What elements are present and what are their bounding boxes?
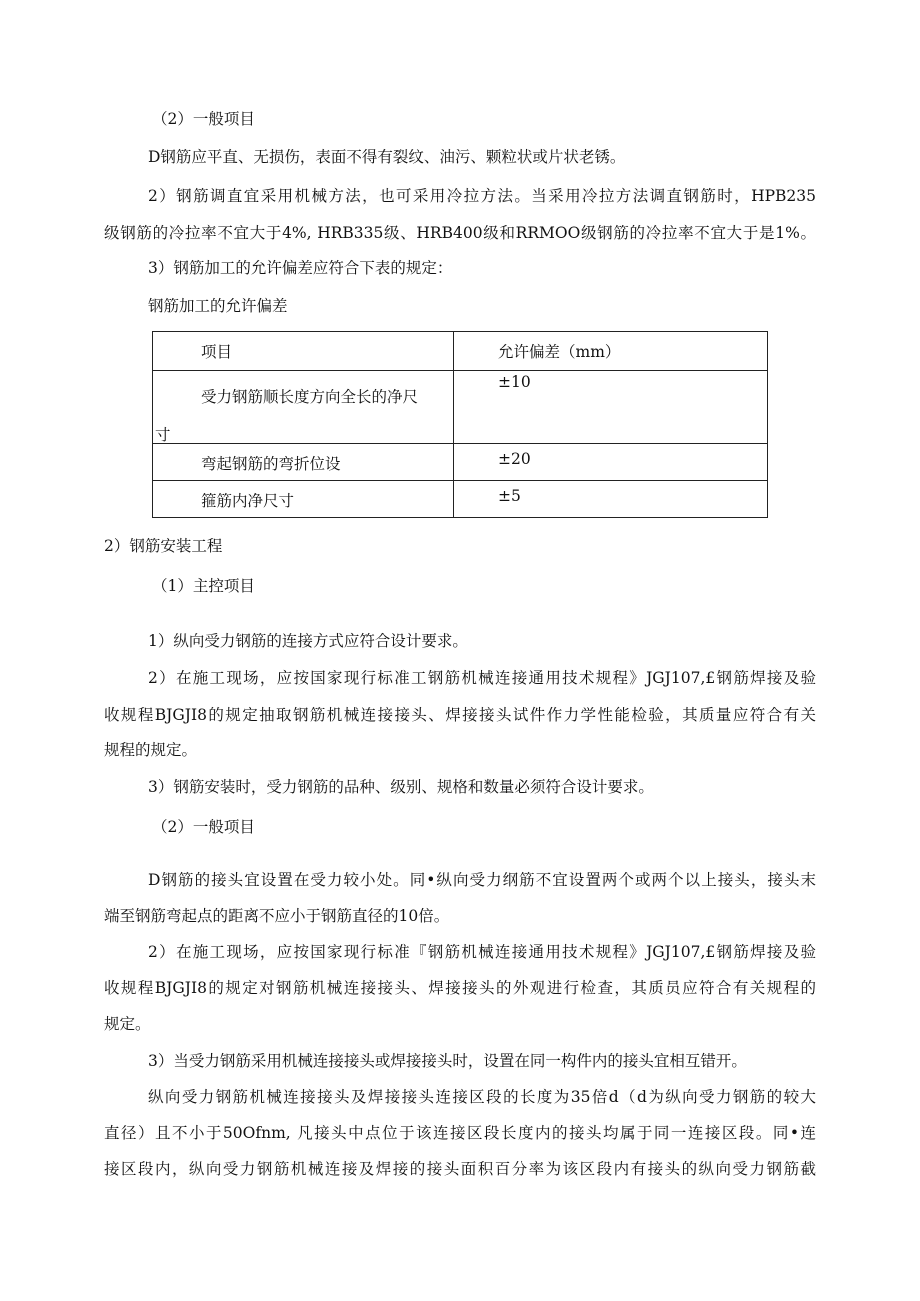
table-cell-item: 弯起钢筋的弯折位设 — [153, 444, 454, 481]
table-row — [153, 444, 768, 481]
general-item-4-line-1: 纵向受力钢筋机械连接接头及焊接接头连接区段的长度为35倍d（d为纵向受力钢筋的较大 — [148, 1088, 816, 1106]
main-item-3: 3）钢筋安装时，受力钢筋的品种、级别、规格和数量必须符合设计要求。 — [148, 778, 654, 796]
table-header-row — [153, 332, 768, 371]
subsection-heading-general-2: （2）一般项目 — [152, 818, 255, 836]
general-item-2-line-2: 收规程BJGJI8的规定对钢筋机械连接接头、焊接接头的外观进行检查，其质员应符合有关规程的 — [104, 979, 816, 997]
paragraph-2-line-1: 2）钢筋调直宜采用机械方法，也可采用冷拉方法。当采用冷拉方法调直钢筋时，HPB235 — [148, 187, 816, 205]
main-item-2-line-2: 收规程BJGJI8的规定抽取钢筋机械连接接头、焊接接头试件作力学性能检验，其质量应符合有关 — [104, 706, 816, 724]
general-item-2-line-3: 规定。 — [104, 1015, 151, 1033]
general-item-3: 3）当受力钢筋采用机械连接接头或焊接接头时，设置在同一构件内的接头宜相互错开。 — [148, 1052, 747, 1070]
table-cell-value: ±20 — [454, 444, 768, 481]
table-cell-item: 受力钢筋顺长度方向全长的净尺 寸 — [153, 371, 454, 444]
main-item-2-line-3: 规程的规定。 — [104, 741, 198, 759]
main-item-2-line-1: 2）在施工现场，应按国家现行标准工钢筋机械连接通用技术规程》JGJ107,£钢筋焊接及验 — [148, 669, 816, 687]
paragraph-3: 3）钢筋加工的允许偏差应符合下表的规定： — [148, 259, 453, 277]
table-row — [153, 481, 768, 518]
subsection-heading-general: （2）一般项目 — [152, 110, 255, 128]
general-item-2-line-1: 2）在施工现场，应按国家现行标准『钢筋机械连接通用技术规程》JGJ107,£钢筋焊接及验 — [148, 943, 816, 961]
deviation-table — [152, 331, 768, 518]
table-header-tolerance: 允许偏差（mm） — [454, 332, 768, 371]
general-item-1-line-2: 端至钢筋弯起点的距离不应小于钢筋直径的10倍。 — [104, 907, 450, 925]
table-header-item: 项目 — [153, 332, 454, 371]
table-cell-value: ±5 — [454, 481, 768, 518]
section-heading-installation: 2）钢筋安装工程 — [104, 537, 223, 555]
subsection-heading-main-control: （1）主控项目 — [152, 577, 255, 595]
main-item-1: 1）纵向受力钢筋的连接方式应符合设计要求。 — [148, 632, 468, 650]
general-item-4-line-3: 接区段内，纵向受力钢筋机械连接及焊接的接头面积百分率为该区段内有接头的纵向受力钢筋截 — [104, 1160, 816, 1178]
table-caption: 钢筋加工的允许偏差 — [148, 297, 288, 315]
table-cell-item: 箍筋内净尺寸 — [153, 481, 454, 518]
general-item-4-line-2: 直径）且不小于50Ofnm, 凡接头中点位于该连接区段长度内的接头均属于同一连接区段。同•连 — [104, 1124, 816, 1142]
table-cell-value: ±10 — [454, 371, 768, 444]
general-item-1-line-1: D钢筋的接头宜设置在受力较小处。同•纵向受力纲筋不宜设置两个或两个以上接头，接头末 — [148, 871, 816, 889]
paragraph-1: D钢筋应平直、无损伤，表面不得有裂纹、油污、颗粒状或片状老锈。 — [148, 148, 626, 166]
paragraph-2-line-2: 级钢筋的冷拉率不宜大于4%, HRB335级、HRB400级和RRMOO级钢筋的冷拉率不宜大于是1%。 — [104, 224, 816, 242]
table-row — [153, 371, 768, 444]
